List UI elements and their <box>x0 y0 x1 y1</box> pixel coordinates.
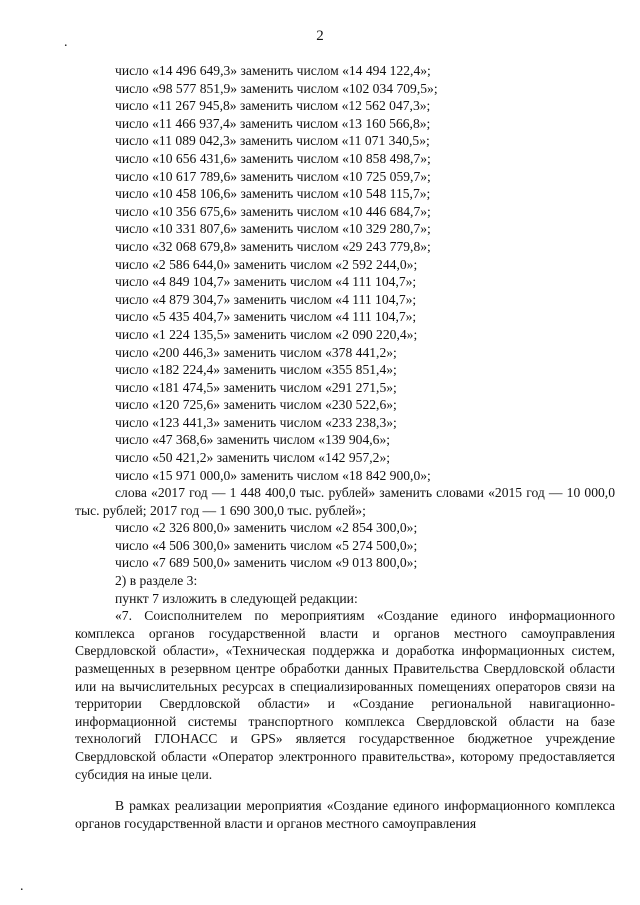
margin-mark-top: . <box>64 35 68 50</box>
item-instruction: пункт 7 изложить в следующей редакции: <box>115 590 358 606</box>
final-paragraph: В рамках реализации мероприятия «Создание единого информационного комплекса органов государственной власти и органов местного самоуправления <box>75 798 615 831</box>
replacement-line: число «11 466 937,4» заменить числом «13 160 566,8»; <box>115 115 431 131</box>
margin-mark-bottom: . <box>20 879 24 894</box>
replacement-line: число «123 441,3» заменить числом «233 238,3»; <box>115 414 397 430</box>
page-number: 2 <box>316 28 324 44</box>
replacement-list <box>115 62 595 484</box>
replacement-line: число «10 656 431,6» заменить числом «10 858 498,7»; <box>115 150 431 166</box>
replacement-line: число «10 458 106,6» заменить числом «10 548 115,7»; <box>115 186 431 202</box>
replacement-line: число «11 267 945,8» заменить числом «12 562 047,3»; <box>115 98 431 114</box>
replacement-line: число «10 617 789,6» заменить числом «10 725 059,7»; <box>115 168 431 184</box>
replacement-line: число «10 331 807,6» заменить числом «10 329 280,7»; <box>115 221 431 237</box>
replacement-line: число «5 435 404,7» заменить числом «4 111 104,7»; <box>115 309 417 325</box>
replacement-line: число «50 421,2» заменить числом «142 957,2»; <box>115 450 391 466</box>
replacement-line: число «2 586 644,0» заменить числом «2 592 244,0»; <box>115 256 418 272</box>
replacement-line: число «4 849 104,7» заменить числом «4 111 104,7»; <box>115 274 417 290</box>
replacement-line: число «10 356 675,6» заменить числом «10 446 684,7»; <box>115 203 431 219</box>
replacement-line: число «1 224 135,5» заменить числом «2 090 220,4»; <box>115 326 418 342</box>
replacement-line: число «182 224,4» заменить числом «355 851,4»; <box>115 362 397 378</box>
section-block <box>75 572 615 832</box>
replacement-line: число «14 496 649,3» заменить числом «14 494 122,4»; <box>115 63 431 78</box>
replacement-line: число «181 474,5» заменить числом «291 271,5»; <box>115 379 397 395</box>
section-heading: 2) в разделе 3: <box>115 573 198 588</box>
replacement-line: число «4 879 304,7» заменить числом «4 111 104,7»; <box>115 291 417 307</box>
replacement-line: число «98 577 851,9» заменить числом «102 034 709,5»; <box>115 80 438 96</box>
replacement-line: число «15 971 000,0» заменить числом «18 842 900,0»; <box>115 467 431 483</box>
words-replacement-block <box>75 484 615 519</box>
replacement-line: число «7 689 500,0» заменить числом «9 013 800,0»; <box>115 555 418 571</box>
replacement-line: число «11 089 042,3» заменить числом «11 071 340,5»; <box>115 133 430 149</box>
replacement-line: число «4 506 300,0» заменить числом «5 274 500,0»; <box>115 537 418 553</box>
replacement-line: число «200 446,3» заменить числом «378 441,2»; <box>115 344 397 360</box>
replacement-line: число «120 725,6» заменить числом «230 522,6»; <box>115 397 397 413</box>
replacement-line: число «2 326 800,0» заменить числом «2 854 300,0»; <box>115 520 418 535</box>
replacement-line: число «47 368,6» заменить числом «139 904,6»; <box>115 432 391 448</box>
replacement-list-2 <box>115 519 595 572</box>
words-replacement: слова «2017 год — 1 448 400,0 тыс. рублей» заменить словами «2015 год — 10 000,0 тыс. рублей; 2017 год — 1 690 300,0 тыс. рублей»; <box>75 485 615 518</box>
quoted-item: «7. Соисполнителем по мероприятиям «Создание единого информационного комплекса органов государственной власти и органов местного самоуправления Свердловской области», «Техническая поддержка и доработка информационных систем, размещенных в резервном центре обработки данных Правительства Свердловской области или на вычислительных ресурсах в специализированных помещениях операторов связи на территории Свердловской области» и «Создание региональной навигационно-информационной системы транспортного комплекса Свердловской области на базе технологий ГЛОНАСС и GPS» является государственное бюджетное учреждение Свердловской области «Оператор электронного правительства», которому предоставляется субсидия на иные цели. <box>75 608 615 782</box>
replacement-line: число «32 068 679,8» заменить числом «29 243 779,8»; <box>115 238 431 254</box>
